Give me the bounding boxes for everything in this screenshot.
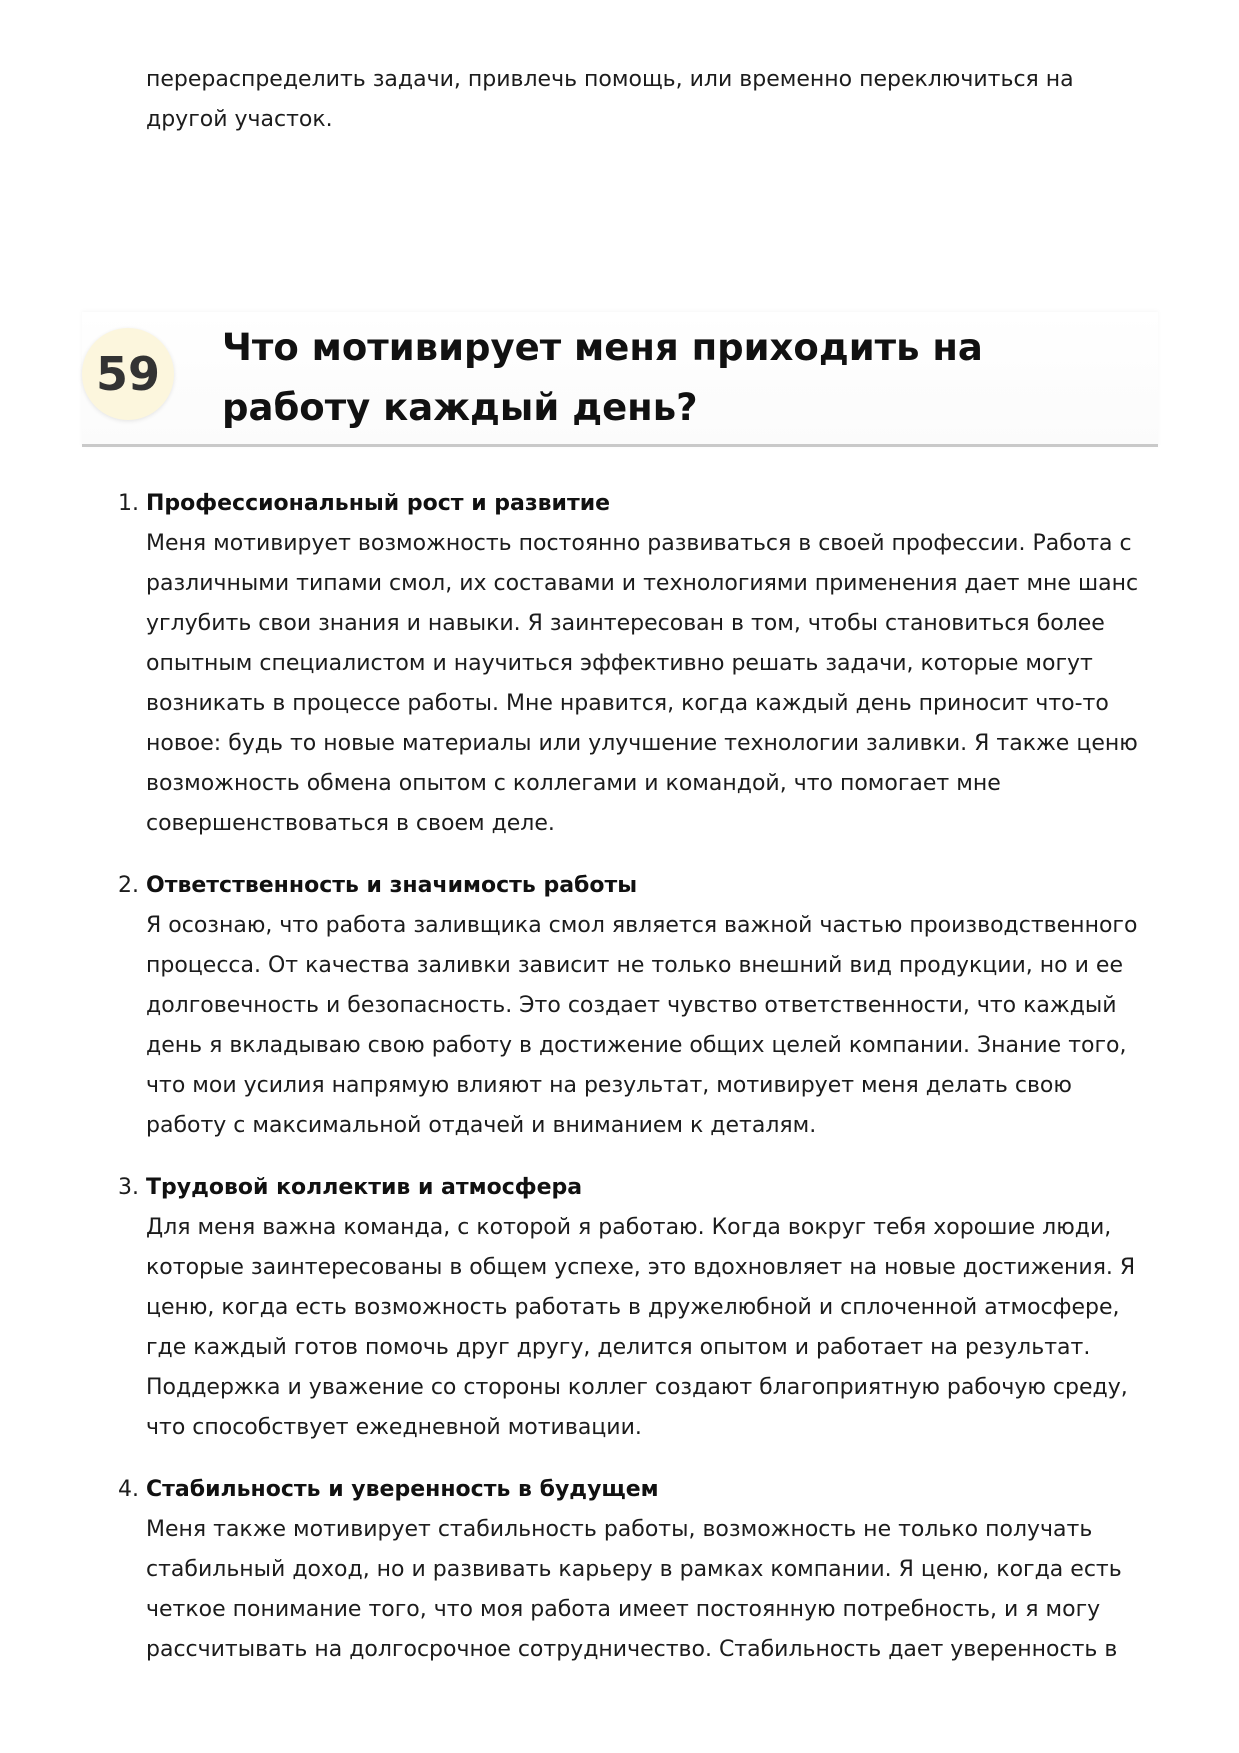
question-number-badge: 59 <box>82 328 174 420</box>
answer-index: 3. <box>118 1175 139 1200</box>
answer-item <box>118 484 1158 844</box>
answer-item <box>118 1168 1158 1448</box>
answer-text: Для меня важна команда, с которой я работаю. Когда вокруг тебя хорошие люди, которые заинтересованы в общем успехе, это вдохновляет на новые достижения. Я ценю, когда есть возможность работать в дружелюбной и сплоченной атмосфере, где каждый готов помочь друг другу, делится опытом и работает на результат. Поддержка и уважение со стороны коллег создают благоприятную рабочую среду, что способствует ежедневной мотивации. <box>146 1215 1136 1440</box>
answer-heading: Профессиональный рост и развитие <box>146 491 611 516</box>
answer-index: 4. <box>118 1477 139 1502</box>
answer-heading: Трудовой коллектив и атмосфера <box>146 1175 583 1200</box>
answer-index: 2. <box>118 873 139 898</box>
intro-paragraph: перераспределить задачи, привлечь помощь, или временно переключиться на другой участок. <box>146 67 1074 132</box>
answer-heading: Ответственность и значимость работы <box>146 873 638 898</box>
answer-list <box>118 484 1158 1692</box>
question-title: Что мотивирует меня приходить на работу каждый день? <box>222 326 983 429</box>
question-header <box>82 312 1158 447</box>
answer-item <box>118 1470 1158 1670</box>
answer-heading: Стабильность и уверенность в будущем <box>146 1477 659 1502</box>
answer-text: Я осознаю, что работа заливщика смол является важной частью производственного процесса. От качества заливки зависит не только внешний вид продукции, но и ее долговечность и безопасность. Это создает чувство ответственности, что каждый день я вкладываю свою работу в достижение общих целей компании. Знание того, что мои усилия напрямую влияют на результат, мотивирует меня делать свою работу с максимальной отдачей и вниманием к деталям. <box>146 913 1138 1138</box>
answer-item <box>118 866 1158 1146</box>
answer-index: 1. <box>118 491 139 516</box>
answer-text: Меня также мотивирует стабильность работы, возможность не только получать стабильный доход, но и развивать карьеру в рамках компании. Я ценю, когда есть четкое понимание того, что моя работа имеет постоянную потребность, и я могу рассчитывать на долгосрочное сотрудничество. Стабильность дает уверенность в <box>146 1517 1122 1662</box>
answer-text: Меня мотивирует возможность постоянно развиваться в своей профессии. Работа с различными типами смол, их составами и технологиями применения дает мне шанс углубить свои знания и навыки. Я заинтересован в том, чтобы становиться более опытным специалистом и научиться эффективно решать задачи, которые могут возникать в процессе работы. Мне нравится, когда каждый день приносит что-то новое: будь то новые материалы или улучшение технологии заливки. Я также ценю возможность обмена опытом с коллегами и командой, что помогает мне совершенствоваться в своем деле. <box>146 531 1139 836</box>
